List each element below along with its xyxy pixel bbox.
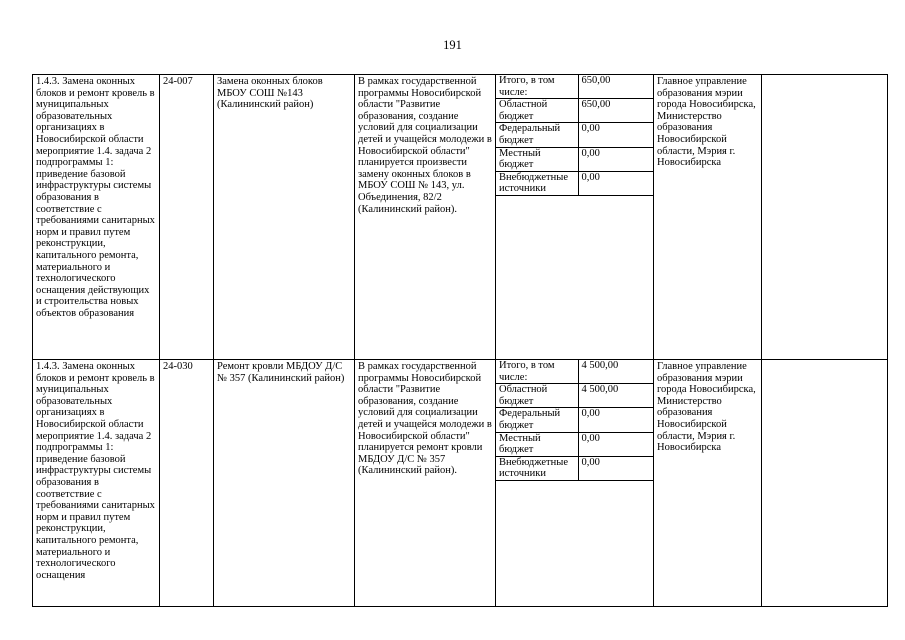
funding-row	[496, 147, 653, 171]
funding-label: Внебюджетные источники	[496, 456, 578, 480]
funding-label: Местный бюджет	[496, 432, 578, 456]
executor-cell: Главное управление образования мэрии города Новосибирска, Министерство образования Новосибирской области, Мэрия г. Новосибирска	[654, 75, 762, 360]
funding-row	[496, 456, 653, 480]
funding-value: 0,00	[578, 408, 653, 432]
table-row	[33, 75, 888, 360]
table-row	[33, 360, 888, 607]
funding-value: 0,00	[578, 456, 653, 480]
funding-label: Итого, в том числе:	[496, 360, 578, 384]
funding-row	[496, 432, 653, 456]
funding-label: Областной бюджет	[496, 384, 578, 408]
funding-value: 0,00	[578, 432, 653, 456]
executor-cell: Главное управление образования мэрии города Новосибирска, Министерство образования Новосибирской области, Мэрия г. Новосибирска	[654, 360, 762, 607]
description-cell: В рамках государственной программы Новосибирской области "Развитие образования, создание условий для социализации детей и учащейся молодежи в Новосибирской области" планируется ремонт кровли МБДОУ Д/С № 357 (Калининский район).	[355, 360, 496, 607]
code-cell: 24-030	[160, 360, 214, 607]
funding-row	[496, 360, 653, 384]
funding-label: Внебюджетные источники	[496, 171, 578, 195]
description-cell: В рамках государственной программы Новосибирской области "Развитие образования, создание условий для социализации детей и учащейся молодежи в Новосибирской области" планируется произвести замену оконных блоков в МБОУ СОШ № 143, ул. Объединения, 82/2 (Калининский район).	[355, 75, 496, 360]
funding-value: 4 500,00	[578, 360, 653, 384]
funding-value: 0,00	[578, 147, 653, 171]
code-cell: 24-007	[160, 75, 214, 360]
funding-row	[496, 123, 653, 147]
funding-row	[496, 384, 653, 408]
program-table	[32, 74, 888, 607]
funding-cell	[496, 360, 654, 607]
object-name-cell: Замена оконных блоков МБОУ СОШ №143 (Калининский район)	[214, 75, 355, 360]
funding-table	[496, 360, 653, 481]
event-cell: 1.4.3. Замена оконных блоков и ремонт кровель в муниципальных образовательных организациях в Новосибирской области мероприятие 1.4. задача 2 подпрограммы 1: приведение базовой инфраструктуры системы образования в соответствие с требованиями санитарных норм и правил путем реконструкции, капитального ремонта, материального и технологического оснащения	[33, 360, 160, 607]
funding-value: 4 500,00	[578, 384, 653, 408]
funding-value: 650,00	[578, 75, 653, 99]
page-number: 191	[443, 38, 462, 52]
funding-cell	[496, 75, 654, 360]
note-cell	[762, 75, 888, 360]
funding-label: Итого, в том числе:	[496, 75, 578, 99]
note-cell	[762, 360, 888, 607]
funding-label: Областной бюджет	[496, 99, 578, 123]
funding-value: 0,00	[578, 171, 653, 195]
funding-row	[496, 408, 653, 432]
funding-label: Федеральный бюджет	[496, 408, 578, 432]
funding-value: 0,00	[578, 123, 653, 147]
funding-label: Федеральный бюджет	[496, 123, 578, 147]
object-name-cell: Ремонт кровли МБДОУ Д/С № 357 (Калининский район)	[214, 360, 355, 607]
funding-value: 650,00	[578, 99, 653, 123]
funding-row	[496, 99, 653, 123]
funding-row	[496, 75, 653, 99]
funding-table	[496, 75, 653, 196]
funding-label: Местный бюджет	[496, 147, 578, 171]
event-cell: 1.4.3. Замена оконных блоков и ремонт кровель в муниципальных образовательных организациях в Новосибирской области мероприятие 1.4. задача 2 подпрограммы 1: приведение базовой инфраструктуры системы образования в соответствие с требованиями санитарных норм и правил путем реконструкции, капитального ремонта, материального и технологического оснащения действующих и строительства новых объектов образования	[33, 75, 160, 360]
funding-row	[496, 171, 653, 195]
